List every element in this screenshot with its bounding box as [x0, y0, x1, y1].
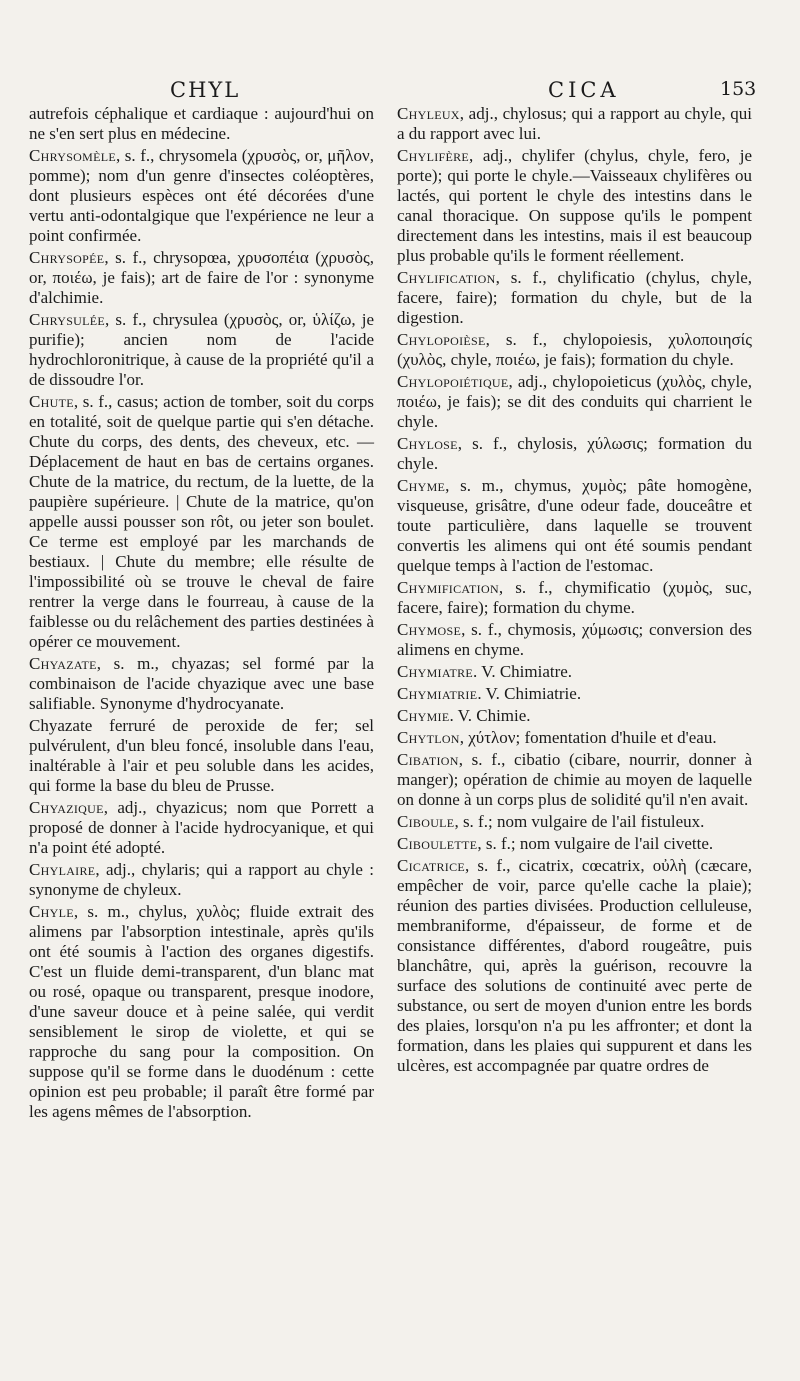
- entry-headword: Cibation: [397, 750, 459, 769]
- dictionary-entry: [29, 860, 374, 900]
- page-header: [0, 78, 800, 104]
- entry-text: , s. f., chymosis, χύμωσις; conversion des alimens en chyme.: [397, 620, 752, 659]
- dictionary-entry: [397, 728, 752, 748]
- entry-text: , χύτλον; fomentation d'huile et d'eau.: [459, 728, 717, 747]
- entry-text: , s. f., chylosis, χύλωσις; formation du chyle.: [397, 434, 752, 473]
- entry-headword: Chrysopée: [29, 248, 105, 267]
- dictionary-entry: [397, 662, 752, 682]
- entry-text: , adj., chylaris; qui a rapport au chyle : synonyme de chyleux.: [29, 860, 374, 899]
- dictionary-entry: [29, 716, 374, 796]
- entry-text: , adj., chylifer (chylus, chyle, fero, je porte); qui porte le chyle.—Vaisseaux chylifères ou lactés, qui portent le chyle des intestins dans le canal thoracique. On suppose qu'ils le pompent directement dans les intestins, mais il est beaucoup plus probable qu'ils le forment réellement.: [397, 146, 752, 265]
- dictionary-entry: [29, 798, 374, 858]
- entry-headword: Chymiatre: [397, 662, 474, 681]
- entry-headword: Cicatrice: [397, 856, 466, 875]
- right-column: [397, 104, 752, 1078]
- entry-headword: Chyme: [397, 476, 446, 495]
- entry-text: , s. m., chymus, χυμὸς; pâte homogène, visqueuse, grisâtre, d'une odeur fade, douceâtre et toute particulière, dans laquelle se trouvent convertis les alimens qui ont été soumis pendant quelque temps à l'action de l'estomac.: [397, 476, 752, 575]
- right-running-head: CICA: [548, 78, 620, 102]
- left-running-head: CHYL: [170, 78, 241, 102]
- dictionary-entry: [397, 434, 752, 474]
- entry-text: , s. f., chymificatio (χυμὸς, suc, facere, faire); formation du chyme.: [397, 578, 752, 617]
- entry-text: , s. f., chylificatio (chylus, chyle, facere, faire); formation du chyle, but de la digestion.: [397, 268, 752, 327]
- dictionary-entry: [397, 268, 752, 328]
- dictionary-entry: [397, 856, 752, 1076]
- dictionary-entry: [29, 654, 374, 714]
- entry-headword: Chylification: [397, 268, 496, 287]
- dictionary-entry: [397, 330, 752, 370]
- dictionary-entry: [397, 146, 752, 266]
- entry-headword: Chrysulée: [29, 310, 106, 329]
- entry-headword: Chymose: [397, 620, 462, 639]
- entry-headword: Chylopoièse: [397, 330, 486, 349]
- entry-text: , s. f., cicatrix, cœcatrix, οὐλὴ (cæcare, empêcher de voir, parce qu'elle cache la plaie); réunion des parties divisées. Production celluleuse, membraniforme, d'épaisseur, de forme et de consistance différentes, d'abord rougeâtre, puis blanchâtre, qui, après la guérison, recouvre la surface des solutions de continuité avec perte de substance, ou sert de moyen d'union entre les bords des plaies, lorsqu'on n'a pu les affronter; et dont la formation, dans les plaies qui suppurent et dans les ulcères, est accompagnée par quatre ordres de: [397, 856, 752, 1075]
- entry-headword: Ciboule: [397, 812, 455, 831]
- dictionary-entry: [397, 750, 752, 810]
- entry-headword: Chylose: [397, 434, 458, 453]
- entry-text: , s. f.; nom vulgaire de l'ail civette.: [477, 834, 714, 853]
- dictionary-entry: [397, 372, 752, 432]
- dictionary-entry: [29, 902, 374, 1122]
- dictionary-entry: [397, 620, 752, 660]
- entry-headword: Ciboulette: [397, 834, 478, 853]
- entry-headword: Chytlon: [397, 728, 460, 747]
- entry-text: , s. f., chrysopœa, χρυσοπέια (χρυσὸς, or, ποιέω, je fais); art de faire de l'or : synonyme d'alchimie.: [29, 248, 374, 307]
- entry-headword: Chymiatrie: [397, 684, 478, 703]
- entry-headword: Chyazate: [29, 654, 97, 673]
- entry-text: , s. f., casus; action de tomber, soit du corps en totalité, soit de quelque partie qui s'en détache. Chute du corps, des dents, des cheveux, etc. — Déplacement de haut en bas de certains organes. Chute de la matrice, du rectum, de la luette, de la paupière supérieure. | Chute de la matrice, qu'on appelle aussi pousser son rôt, ou jeter son boulet. Ce terme est employé par les marchands de bestiaux. | Chute du membre; elle résulte de l'impossibilité où se trouve le cheval de faire rentrer la verge dans le fourreau, à cause de la faiblesse ou du relâchement des parties destinées à opérer ce mouvement.: [29, 392, 374, 651]
- dictionary-entry: [29, 248, 374, 308]
- entry-text: Chyazate ferruré de peroxide de fer; sel pulvérulent, d'un bleu foncé, insoluble dans l'eau, inaltérable à l'air et peu soluble dans les acides, qui forme la base du bleu de Prusse.: [29, 716, 374, 795]
- entry-headword: Chylaire: [29, 860, 96, 879]
- entry-text: , adj., chyazicus; nom que Porrett a proposé de donner à l'acide hydrocyanique, et qui n'a point été adopté.: [29, 798, 374, 857]
- dictionary-entry: [29, 146, 374, 246]
- entry-text: , s. f., cibatio (cibare, nourrir, donner à manger); opération de chimie au moyen de laquelle on donne à un corps plus de solidité qu'il n'en avait.: [397, 750, 752, 809]
- entry-text: autrefois céphalique et cardiaque : aujourd'hui on ne s'en sert plus en médecine.: [29, 104, 374, 143]
- dictionary-entry: [397, 706, 752, 726]
- entry-text: . V. Chimie.: [449, 706, 531, 725]
- entry-headword: Chylopoiétique: [397, 372, 509, 391]
- page-number: 153: [720, 78, 757, 100]
- entry-text: , adj., chylopoieticus (χυλὸς, chyle, ποιέω, je fais); se dit des conduits qui charrient le chyle.: [397, 372, 752, 431]
- entry-headword: Chyle: [29, 902, 74, 921]
- dictionary-entry: [29, 104, 374, 144]
- entry-headword: Chylifère: [397, 146, 470, 165]
- entry-headword: Chymification: [397, 578, 499, 597]
- entry-text: . V. Chimiatre.: [473, 662, 573, 681]
- entry-headword: Chute: [29, 392, 74, 411]
- entry-text: , s. f., chylopoiesis, χυλοποιησίς (χυλὸς, chyle, ποιέω, je fais); formation du chyle.: [397, 330, 752, 369]
- entry-text: , adj., chylosus; qui a rapport au chyle, qui a du rapport avec lui.: [397, 104, 752, 143]
- entry-text: , s. m., chyazas; sel formé par la combinaison de l'acide chyazique avec une base salifiable. Synonyme d'hydrocyanate.: [29, 654, 374, 713]
- entry-text: , s. f., chrysulea (χρυσὸς, or, ὑλίζω, je purifie); ancien nom de l'acide hydrochloronitrique, à cause de la propriété qu'il a de dissoudre l'or.: [29, 310, 374, 389]
- entry-text: , s. m., chylus, χυλὸς; fluide extrait des alimens par l'absorption intestinale, après qu'ils ont été soumis à l'action des organes digestifs. C'est un fluide demi-transparent, d'un blanc mat ou rosé, opaque ou transparent, presque inodore, d'une saveur douce et à peine salée, qui verdit sensiblement le sirop de violette, et qui se rapproche du sang pour la composition. On suppose qu'il se forme dans le duodénum : cette opinion est peu probable; il paraît être formé par les agens mêmes de l'absorption.: [29, 902, 374, 1121]
- dictionary-entry: [397, 104, 752, 144]
- dictionary-entry: [397, 578, 752, 618]
- dictionary-entry: [397, 476, 752, 576]
- dictionary-entry: [29, 310, 374, 390]
- entry-text: . V. Chimiatrie.: [477, 684, 582, 703]
- left-column: [29, 104, 374, 1124]
- entry-headword: Chymie: [397, 706, 450, 725]
- dictionary-entry: [397, 834, 752, 854]
- dictionary-entry: [397, 812, 752, 832]
- dictionary-entry: [397, 684, 752, 704]
- dictionary-entry: [29, 392, 374, 652]
- entry-text: , s. f.; nom vulgaire de l'ail fistuleux.: [454, 812, 705, 831]
- entry-headword: Chrysomèle: [29, 146, 117, 165]
- entry-text: , s. f., chrysomela (χρυσὸς, or, μῆλον, pomme); nom d'un genre d'insectes coléoptères, dont plusieurs espèces ont été décorées d'une vertu anti-odontalgique que l'expérience ne leur a point confirmée.: [29, 146, 374, 245]
- entry-headword: Chyleux: [397, 104, 460, 123]
- entry-headword: Chyazique: [29, 798, 104, 817]
